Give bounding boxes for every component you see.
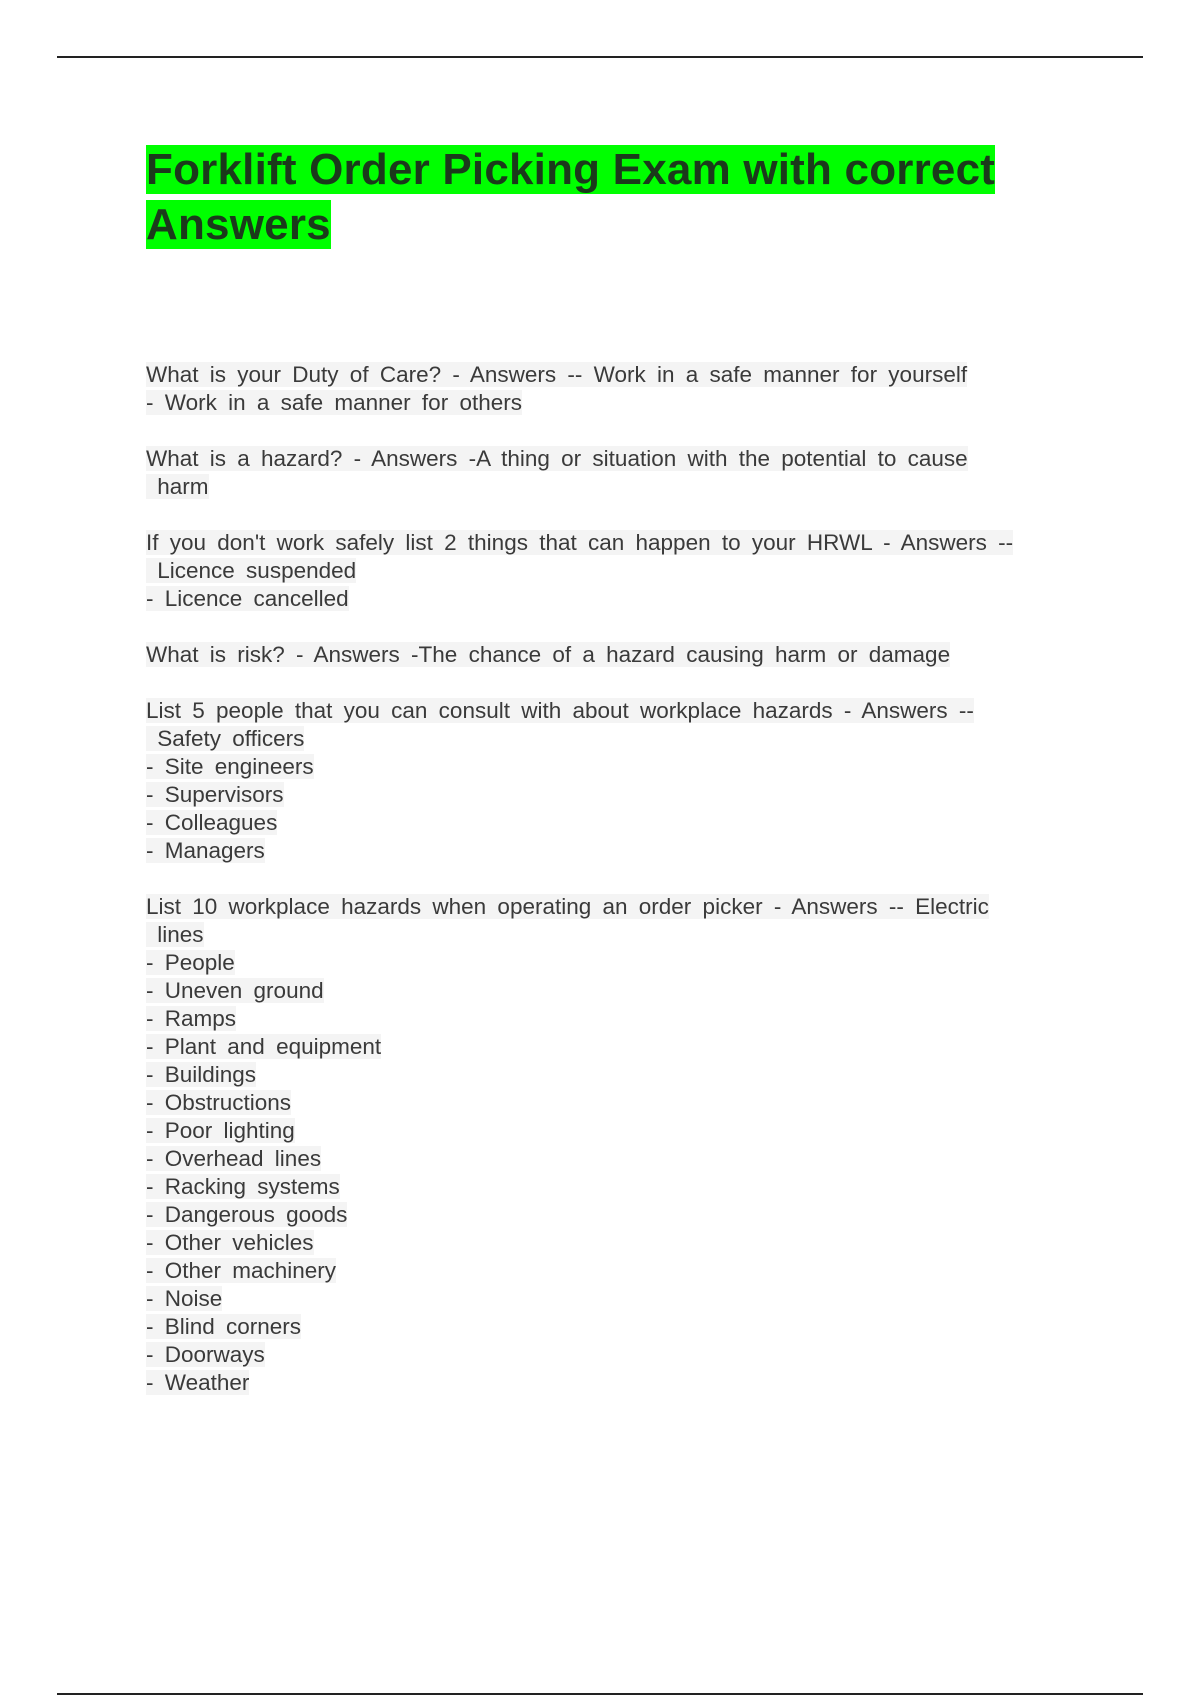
qa-answer-line <box>146 753 1076 781</box>
qa-item <box>146 445 1076 501</box>
qa-line-text: - Doorways <box>146 1342 265 1367</box>
qa-answer-line <box>146 1089 1076 1117</box>
qa-line-text: - Dangerous goods <box>146 1202 348 1227</box>
qa-line-text: - Uneven ground <box>146 978 324 1003</box>
qa-answer-line <box>146 1201 1076 1229</box>
qa-answer-line <box>146 1061 1076 1089</box>
qa-answer-line <box>146 977 1076 1005</box>
qa-line-text: harm <box>146 474 209 499</box>
bottom-rule <box>57 1693 1143 1695</box>
qa-question-line <box>146 529 1076 557</box>
qa-list <box>146 361 1076 1397</box>
qa-answer-line <box>146 557 1076 585</box>
qa-line-text: - Supervisors <box>146 782 284 807</box>
qa-question-line <box>146 641 1076 669</box>
qa-answer-line <box>146 949 1076 977</box>
qa-answer-line <box>146 473 1076 501</box>
qa-answer-line <box>146 1005 1076 1033</box>
qa-line-text: If you don't work safely list 2 things that can happen to your HRWL - Answers -- <box>146 530 1014 555</box>
document-body <box>146 142 1076 1425</box>
qa-line-text: List 5 people that you can consult with about workplace hazards - Answers -- <box>146 698 974 723</box>
qa-answer-line <box>146 585 1076 613</box>
qa-line-text: - Managers <box>146 838 265 863</box>
qa-answer-line <box>146 837 1076 865</box>
qa-line-text: What is a hazard? - Answers -A thing or situation with the potential to cause <box>146 446 968 471</box>
qa-line-text: What is risk? - Answers -The chance of a hazard causing harm or damage <box>146 642 951 667</box>
qa-line-text: - Other vehicles <box>146 1230 314 1255</box>
qa-line-text: - Work in a safe manner for others <box>146 390 522 415</box>
qa-line-text: List 10 workplace hazards when operating an order picker - Answers -- Electric <box>146 894 989 919</box>
qa-line-text: - Other machinery <box>146 1258 337 1283</box>
qa-question-line <box>146 697 1076 725</box>
qa-line-text: - Buildings <box>146 1062 257 1087</box>
qa-line-text: - Colleagues <box>146 810 278 835</box>
qa-answer-line <box>146 1369 1076 1397</box>
qa-answer-line <box>146 1313 1076 1341</box>
qa-answer-line <box>146 1145 1076 1173</box>
qa-question-line <box>146 445 1076 473</box>
qa-line-text: - Overhead lines <box>146 1146 322 1171</box>
qa-line-text: - Plant and equipment <box>146 1034 382 1059</box>
qa-item <box>146 641 1076 669</box>
qa-question-line <box>146 893 1076 921</box>
qa-answer-line <box>146 1033 1076 1061</box>
document-title <box>146 142 1076 252</box>
qa-item <box>146 361 1076 417</box>
qa-line-text: - Obstructions <box>146 1090 292 1115</box>
qa-answer-line <box>146 1285 1076 1313</box>
qa-answer-line <box>146 1257 1076 1285</box>
qa-answer-line <box>146 1229 1076 1257</box>
qa-line-text: - Ramps <box>146 1006 237 1031</box>
qa-item <box>146 529 1076 613</box>
qa-line-text: - Weather <box>146 1370 250 1395</box>
qa-line-text: Safety officers <box>146 726 305 751</box>
qa-line-text: Licence suspended <box>146 558 357 583</box>
qa-answer-line <box>146 725 1076 753</box>
qa-line-text: - Racking systems <box>146 1174 340 1199</box>
top-rule <box>57 56 1143 58</box>
qa-answer-line <box>146 389 1076 417</box>
qa-line-text: What is your Duty of Care? - Answers -- Work in a safe manner for yourself <box>146 362 968 387</box>
qa-line-text: - Licence cancelled <box>146 586 349 611</box>
qa-line-text: - People <box>146 950 235 975</box>
qa-item <box>146 893 1076 1397</box>
title-line-1: Forklift Order Picking Exam with correct <box>146 145 996 194</box>
qa-answer-line <box>146 781 1076 809</box>
qa-answer-line <box>146 1341 1076 1369</box>
qa-answer-line <box>146 921 1076 949</box>
qa-question-line <box>146 361 1076 389</box>
qa-line-text: - Noise <box>146 1286 223 1311</box>
qa-item <box>146 697 1076 865</box>
title-line-2: Answers <box>146 200 331 249</box>
qa-answer-line <box>146 809 1076 837</box>
qa-line-text: - Site engineers <box>146 754 314 779</box>
qa-answer-line <box>146 1117 1076 1145</box>
qa-line-text: - Poor lighting <box>146 1118 295 1143</box>
qa-answer-line <box>146 1173 1076 1201</box>
qa-line-text: lines <box>146 922 204 947</box>
qa-line-text: - Blind corners <box>146 1314 302 1339</box>
